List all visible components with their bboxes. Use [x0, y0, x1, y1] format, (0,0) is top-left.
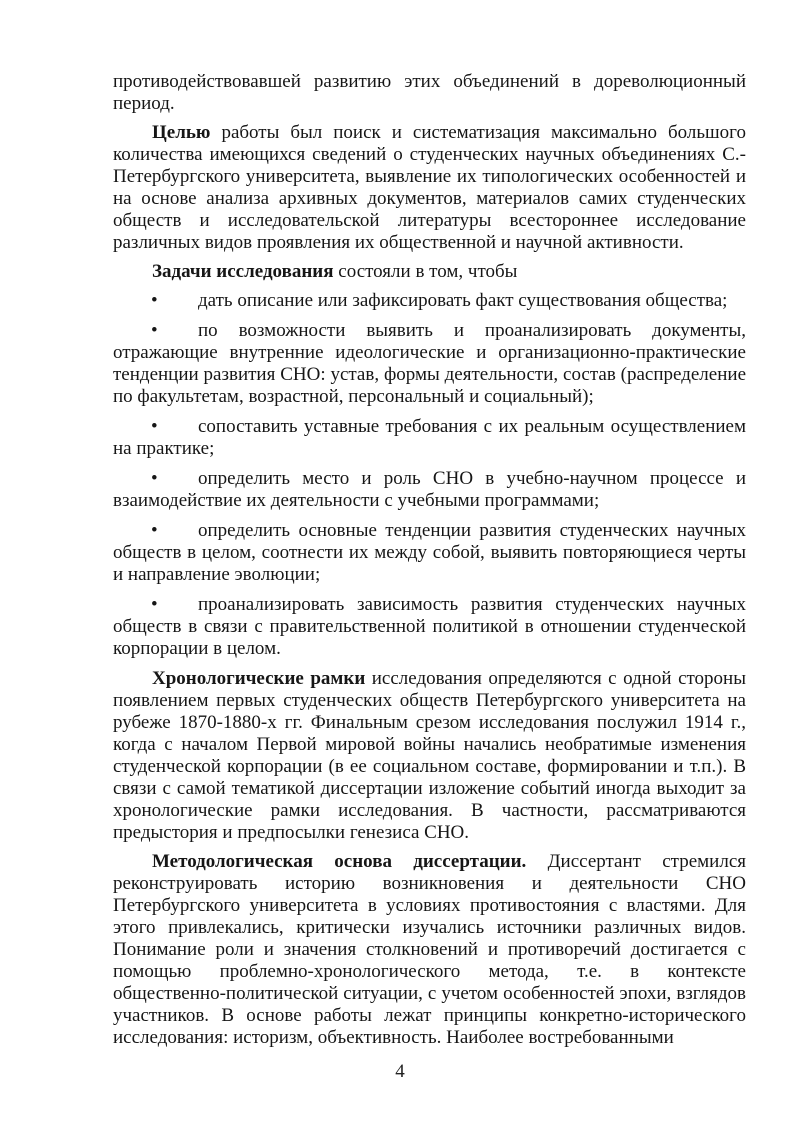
paragraph-tasks	[113, 261, 746, 283]
paragraph-methodology-lead: Методологическая основа диссертации.	[152, 851, 527, 872]
bullet-icon: •	[151, 594, 158, 615]
paragraph-goal-lead: Целью	[152, 122, 211, 143]
list-item-text: определить основные тенденции развития студенческих научных обществ в целом, соотнести их между собой, выявить повторяющиеся черты и направление эволюции;	[113, 520, 746, 585]
paragraph-continuation: противодействовавшей развитию этих объединений в дореволюционный период.	[113, 71, 746, 114]
list-item-text: сопоставить уставные требования с их реальным осуществлением на практике;	[113, 416, 746, 459]
page-number: 4	[395, 1061, 405, 1082]
list-item	[113, 468, 746, 512]
list-item	[113, 416, 746, 460]
list-item	[113, 520, 746, 586]
bullet-icon: •	[151, 416, 158, 437]
list-item	[113, 320, 746, 408]
list-item	[113, 594, 746, 660]
paragraph-tasks-lead: Задачи исследования	[152, 261, 334, 282]
paragraph-tasks-text: состояли в том, чтобы	[333, 261, 518, 282]
paragraph-chronology-text: исследования определяются с одной стороны появлением первых студенческих обществ Петербургского университета на рубеже 1870-1880-х гг. Финальным срезом исследования послужил 1914 г., когда с началом Первой мировой войны начались необратимые изменения студенческой корпорации (в ее социальном составе, формировании и т.п.). В связи с самой тематикой диссертации изложение событий иногда выходит за хронологические рамки исследования. В частности, рассматриваются предыстория и предпосылки генезиса СНО.	[113, 668, 746, 843]
list-item-text: проанализировать зависимость развития студенческих научных обществ в связи с правительственной политикой в отношении студенческой корпорации в целом.	[113, 594, 746, 659]
bullet-icon: •	[151, 320, 158, 341]
paragraph-chronology	[113, 668, 746, 844]
bullet-icon: •	[151, 290, 158, 311]
paragraph-goal	[113, 122, 746, 254]
paragraph-chronology-lead: Хронологические рамки	[152, 668, 366, 689]
paragraph-goal-text: работы был поиск и систематизация максимально большого количества имеющихся сведений о студенческих научных объединениях С.-Петербургского университета, выявление их типологических особенностей и на основе анализа архивных документов, материалов самих студенческих обществ и исследовательской литературы всестороннее исследование различных видов проявления их общественной и научной активности.	[113, 122, 746, 253]
list-item-text: дать описание или зафиксировать факт существования общества;	[198, 290, 728, 311]
list-item-text: по возможности выявить и проанализировать документы, отражающие внутренние идеологические и организационно-практические тенденции развития СНО: устав, формы деятельности, состав (распределение по факультетам, возрастной, персональный и социальный);	[113, 320, 746, 407]
text-block	[113, 71, 746, 1056]
paragraph-methodology	[113, 851, 746, 1049]
bullet-icon: •	[151, 468, 158, 489]
list-item	[113, 290, 746, 312]
bullet-icon: •	[151, 520, 158, 541]
list-item-text: определить место и роль СНО в учебно-научном процессе и взаимодействие их деятельности с учебными программами;	[113, 468, 746, 511]
task-list	[113, 290, 746, 660]
paragraph-methodology-text: Диссертант стремился реконструировать историю возникновения и деятельности СНО Петербургского университета в условиях противостояния с властями. Для этого привлекались, критически изучались источники различных видов. Понимание роли и значения столкновений и противоречий достигается с помощью проблемно-хронологического метода, т.е. в контексте общественно-политической ситуации, с учетом особенностей эпохи, взглядов участников. В основе работы лежат принципы конкретно-исторического исследования: историзм, объективность. Наиболее востребованными	[113, 851, 746, 1048]
